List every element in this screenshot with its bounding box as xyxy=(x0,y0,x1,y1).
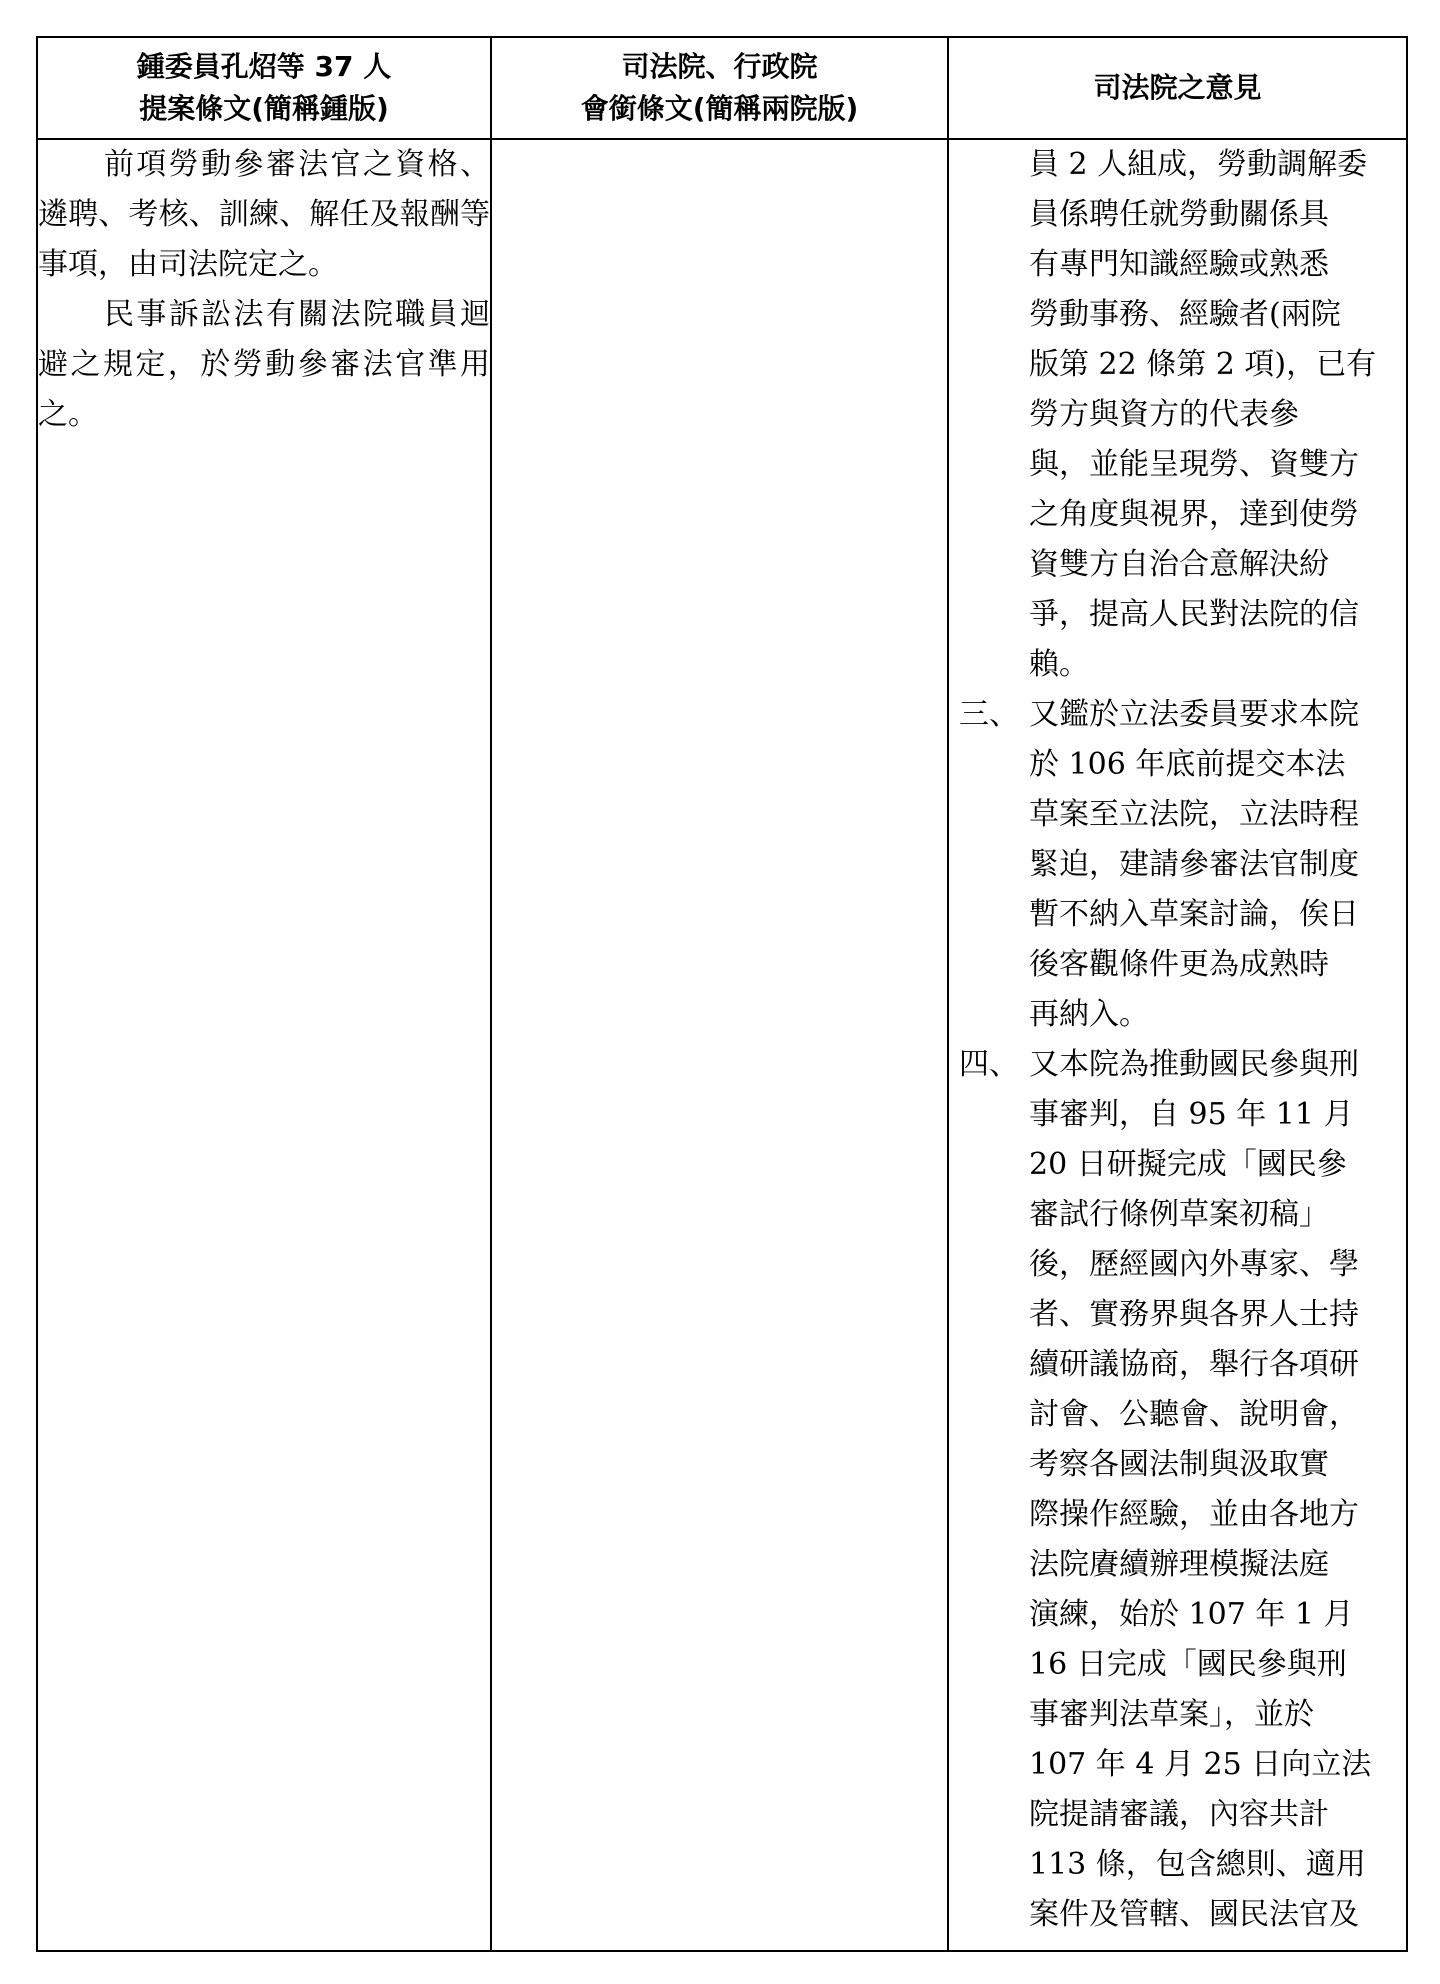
comparison-table xyxy=(36,36,1408,1952)
header-line: 提案條文(簡稱鍾版) xyxy=(139,92,389,125)
opinion-line: 續研議協商，舉行各項研 xyxy=(1029,1347,1359,1382)
opinion-line: 再納入。 xyxy=(1029,997,1149,1032)
opinion-continuation xyxy=(949,140,1406,690)
opinion-line: 賴。 xyxy=(1029,647,1089,682)
opinion-line: 案件及管轄、國民法官及 xyxy=(1029,1897,1359,1932)
header-line: 會銜條文(簡稱兩院版) xyxy=(580,92,859,125)
opinion-line: 法院賡續辦理模擬法庭 xyxy=(1029,1547,1329,1582)
opinion-line: 勞動事務、經驗者(兩院 xyxy=(1029,297,1341,332)
body-row xyxy=(37,139,1407,1951)
opinion-line: 事審判，自 95 年 11 月 xyxy=(1029,1097,1354,1132)
header-line: 司法院之意見 xyxy=(1093,71,1262,104)
opinion-line: 後客觀條件更為成熟時 xyxy=(1029,947,1329,982)
opinion-line: 有專門知識經驗或熟悉 xyxy=(1029,247,1329,282)
opinion-line: 與，並能呈現勞、資雙方 xyxy=(1029,447,1359,482)
opinion-line: 討會、公聽會、說明會， xyxy=(1029,1397,1359,1432)
opinion-line: 之角度與視界，達到使勞 xyxy=(1029,497,1359,532)
opinion-line: 演練，始於 107 年 1 月 xyxy=(1029,1597,1354,1632)
opinion-line: 考察各國法制與汲取實 xyxy=(1029,1447,1329,1482)
item-label: 四、 xyxy=(959,1047,1019,1082)
header-line: 鍾委員孔炤等 37 人 xyxy=(136,50,392,83)
opinion-line: 院提請審議，內容共計 xyxy=(1029,1797,1329,1832)
judicial-opinion-cell xyxy=(948,139,1407,1951)
item-label: 三、 xyxy=(959,697,1019,732)
opinion-line: 16 日完成「國民參與刑 xyxy=(1029,1647,1347,1682)
opinion-line: 暫不納入草案討論，俟日 xyxy=(1029,897,1359,932)
opinion-line: 際操作經驗，並由各地方 xyxy=(1029,1497,1359,1532)
opinion-line: 員 2 人組成，勞動調解委 xyxy=(1029,147,1368,182)
opinion-item-3 xyxy=(949,690,1406,1040)
zhong-version-cell xyxy=(37,139,491,1951)
opinion-line: 緊迫，建請參審法官制度 xyxy=(1029,847,1359,882)
opinion-line: 於 106 年底前提交本法 xyxy=(1029,747,1346,782)
header-judicial-opinion xyxy=(948,37,1407,139)
opinion-line: 員係聘任就勞動關係具 xyxy=(1029,197,1329,232)
opinion-line: 資雙方自治合意解決紛 xyxy=(1029,547,1329,582)
opinion-line: 20 日研擬完成「國民參 xyxy=(1029,1147,1347,1182)
article-paragraph: 民事訴訟法有關法院職員迴避之規定，於勞動參審法官準用之。 xyxy=(38,297,490,432)
opinion-line: 107 年 4 月 25 日向立法 xyxy=(1029,1747,1372,1782)
opinion-line: 又鑑於立法委員要求本院 xyxy=(1029,697,1359,732)
opinion-line: 113 條，包含總則、適用 xyxy=(1029,1847,1366,1882)
opinion-line: 爭，提高人民對法院的信 xyxy=(1029,597,1359,632)
opinion-item-4 xyxy=(949,1040,1406,1940)
opinion-line: 勞方與資方的代表參 xyxy=(1029,397,1299,432)
opinion-line: 者、實務界與各界人士持 xyxy=(1029,1297,1359,1332)
article-paragraph: 前項勞動參審法官之資格、遴聘、考核、訓練、解任及報酬等事項，由司法院定之。 xyxy=(38,147,490,282)
opinion-line: 審試行條例草案初稿」 xyxy=(1029,1197,1329,1232)
header-line: 司法院、行政院 xyxy=(621,50,818,83)
two-courts-version-cell xyxy=(491,139,948,1951)
opinion-line: 後，歷經國內外專家、學 xyxy=(1029,1247,1359,1282)
opinion-line: 草案至立法院，立法時程 xyxy=(1029,797,1359,832)
opinion-line: 事審判法草案」，並於 xyxy=(1029,1697,1314,1732)
header-row xyxy=(37,37,1407,139)
opinion-line: 又本院為推動國民參與刑 xyxy=(1029,1047,1359,1082)
header-zhong-version xyxy=(37,37,491,139)
header-two-courts-version xyxy=(491,37,948,139)
opinion-line: 版第 22 條第 2 項)，已有 xyxy=(1029,347,1377,382)
